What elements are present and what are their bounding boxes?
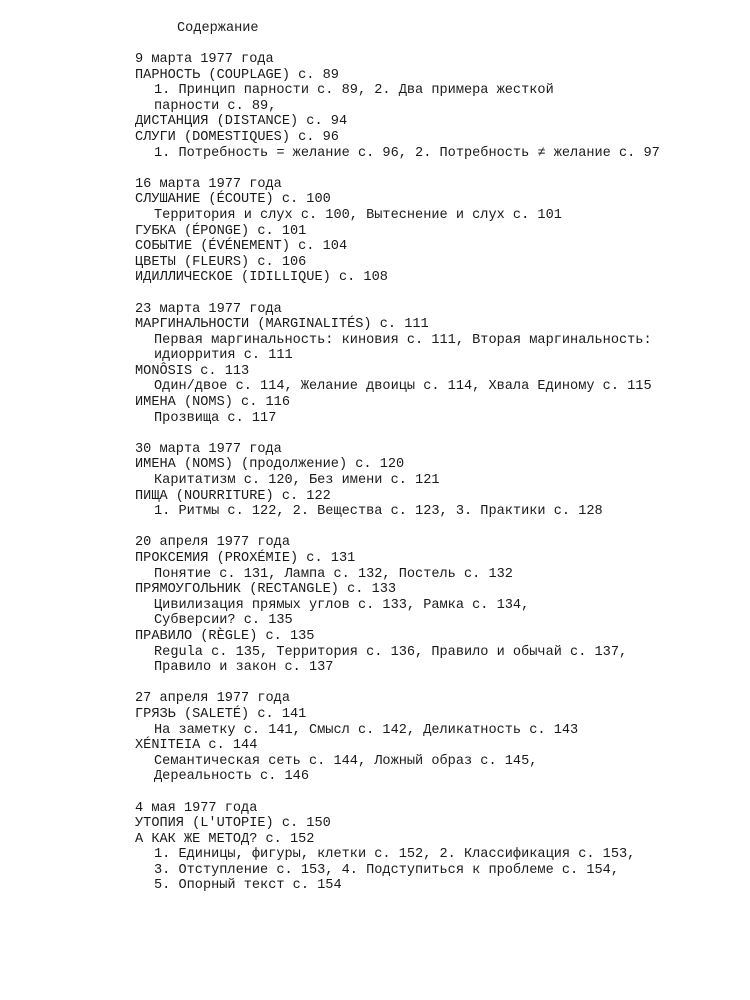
toc-subentry: Каритатизм с. 120, Без имени с. 121 (154, 473, 440, 489)
toc-entry: ЦВЕТЫ (FLEURS) с. 106 (135, 254, 307, 270)
toc-subentry: На заметку с. 141, Смысл с. 142, Деликатность с. 143 (154, 722, 579, 738)
toc-subentry: Дереальность с. 146 (154, 769, 309, 785)
toc-entry: MONÔSIS с. 113 (135, 363, 250, 379)
section-date: 16 марта 1977 года (135, 176, 282, 192)
toc-entry: СЛУШАНИЕ (ÉCOUTE) с. 100 (135, 192, 331, 208)
toc-subentry: 1. Потребность = желание с. 96, 2. Потребность ≠ желание с. 97 (154, 145, 660, 161)
toc-entry: МАРГИНАЛЬНОСТИ (MARGINALITÉS) с. 111 (135, 317, 429, 333)
toc-subentry: Территория и слух с. 100, Вытеснение и слух с. 101 (154, 207, 562, 223)
toc-entry: ПАРНОСТЬ (COUPLAGE) с. 89 (135, 67, 339, 83)
toc-entry: XÉNITEIA с. 144 (135, 738, 258, 754)
toc-subentry: Семантическая сеть с. 144, Ложный образ с. 145, (154, 753, 538, 769)
toc-entry: ИДИЛЛИЧЕСКОЕ (IDILLIQUE) с. 108 (135, 270, 388, 286)
section-date: 23 марта 1977 года (135, 301, 282, 317)
toc-subentry: Понятие с. 131, Лампа с. 132, Постель с. 132 (154, 566, 513, 582)
toc-subentry: 5. Опорный текст с. 154 (154, 878, 342, 894)
toc-section (135, 442, 725, 520)
toc-entry: ГРЯЗЬ (SALETÉ) с. 141 (135, 706, 307, 722)
toc-subentry: 1. Принцип парности с. 89, 2. Два примера жесткой (154, 83, 554, 99)
toc-subentry: 1. Единицы, фигуры, клетки с. 152, 2. Классификация с. 153, (154, 847, 636, 863)
toc-section (135, 801, 725, 895)
toc-entry: ПРАВИЛО (RÈGLE) с. 135 (135, 628, 315, 644)
toc-subentry: парности с. 89, (154, 98, 277, 114)
toc-entry: СОБЫТИЕ (ÉVÉNEMENT) с. 104 (135, 239, 348, 255)
section-date: 9 марта 1977 года (135, 52, 274, 67)
toc-section (135, 691, 725, 785)
toc-entry: УТОПИЯ (L'UTOPIE) с. 150 (135, 816, 331, 832)
toc-subentry: 1. Ритмы с. 122, 2. Вещества с. 123, 3. Практики с. 128 (154, 504, 603, 520)
toc-entry: ПРЯМОУГОЛЬНИК (RECTANGLE) с. 133 (135, 582, 397, 598)
toc-subentry: Субверсии? с. 135 (154, 613, 293, 629)
section-date: 30 марта 1977 года (135, 441, 282, 457)
toc-section (135, 535, 725, 675)
toc-section (135, 177, 725, 286)
toc-subentry: Прозвища с. 117 (154, 410, 277, 426)
toc-entry: ИМЕНА (NOMS) с. 116 (135, 395, 290, 411)
toc-entry: А КАК ЖЕ МЕТОД? с. 152 (135, 831, 315, 847)
toc-subentry: 3. Отступление с. 153, 4. Подступиться к проблеме с. 154, (154, 862, 619, 878)
toc-sections (135, 52, 725, 910)
toc-subentry: Правило и закон с. 137 (154, 660, 334, 676)
toc-entry: ПРОКСЕМИЯ (PROXÉMIE) с. 131 (135, 551, 356, 566)
toc-subentry: Regula с. 135, Территория с. 136, Правило и обычай с. 137, (154, 644, 628, 660)
section-date: 4 мая 1977 года (135, 800, 258, 816)
toc-entry: ПИЩА (NOURRITURE) с. 122 (135, 488, 331, 504)
toc-subentry: Цивилизация прямых углов с. 133, Рамка с. 134, (154, 597, 530, 613)
section-date: 27 апреля 1977 года (135, 691, 290, 707)
toc-section (135, 52, 725, 161)
toc-entry: СЛУГИ (DOMESTIQUES) с. 96 (135, 129, 339, 145)
toc-subentry: идиоррития с. 111 (154, 348, 293, 364)
toc-section (135, 302, 725, 427)
toc-entry: ДИСТАНЦИЯ (DISTANCE) с. 94 (135, 114, 348, 130)
section-date: 20 апреля 1977 года (135, 535, 290, 551)
page-title: Содержание (177, 21, 259, 36)
toc-entry: ГУБКА (ÉPONGE) с. 101 (135, 223, 307, 239)
toc-subentry: Один/двое с. 114, Желание двоицы с. 114, Хвала Единому с. 115 (154, 379, 652, 395)
toc-subentry: Первая маргинальность: киновия с. 111, Вторая маргинальность: (154, 332, 652, 348)
toc-entry: ИМЕНА (NOMS) (продолжение) с. 120 (135, 457, 405, 473)
